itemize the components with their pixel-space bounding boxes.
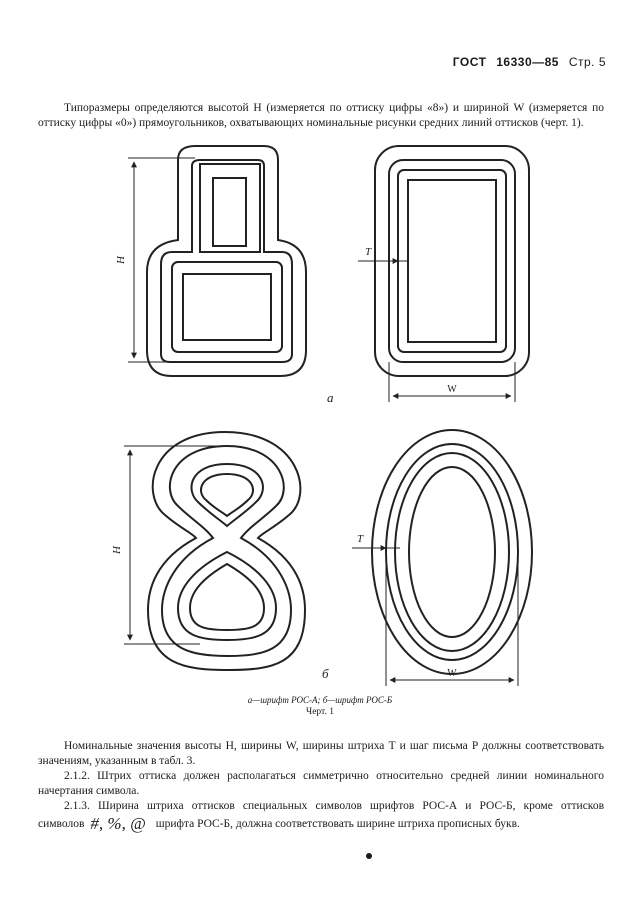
page-header — [447, 55, 606, 69]
paragraph-2-1-3 — [38, 799, 604, 832]
glyph-8-rosb — [148, 432, 305, 670]
dimension-width-a — [389, 362, 515, 402]
panel-a-label: а — [327, 390, 334, 405]
caption-legend: а—шрифт РОС-А; б—шрифт РОС-Б — [247, 695, 393, 705]
figure-caption — [0, 694, 640, 718]
dimension-width-b — [386, 552, 518, 686]
caption-title: Черт. 1 — [306, 707, 334, 717]
standard-label: ГОСТ — [452, 55, 487, 69]
label-height-b: H — [111, 546, 123, 554]
nominal-values-paragraph: Номинальные значения высоты H, ширины W, ширины штриха T и шаг письма P должны соответствовать значениям, указанным в табл. 3. — [38, 739, 604, 767]
glyph-0-rosb — [372, 430, 532, 674]
special-symbols: #, %, @ — [90, 813, 146, 833]
label-stroke-b: T — [357, 533, 364, 545]
label-width-b: W — [447, 668, 457, 679]
paragraph-2-1-2: 2.1.2. Штрих оттиска должен располагаться симметрично относительно средней линии номинального начертания символа. — [38, 769, 604, 797]
intro-paragraph: Типоразмеры определяются высотой H (измеряется по оттиску цифры «8») и шириной W (измеряется по оттиску цифры «0») прямоугольников, охватывающих номинальные рисунки средних линий оттисков (черт. 1). — [38, 101, 604, 129]
glyph-8-rosa — [147, 146, 306, 376]
figure-1 — [0, 140, 640, 690]
label-width-a: W — [447, 384, 457, 395]
page-number: Стр. 5 — [568, 55, 606, 69]
label-stroke-a: T — [365, 246, 372, 258]
label-height-a: H — [115, 256, 127, 264]
p213-text-before: 2.1.3. Ширина штриха оттисков специальных символов шрифтов РОС-А и РОС-Б, кроме оттисков символов — [38, 799, 604, 830]
page-mark — [366, 853, 372, 859]
standard-number: 16330—85 — [496, 55, 559, 69]
p213-text-after: шрифта РОС-Б, должна соответствовать ширине штриха прописных букв. — [155, 817, 520, 830]
panel-b-label: б — [322, 666, 329, 681]
